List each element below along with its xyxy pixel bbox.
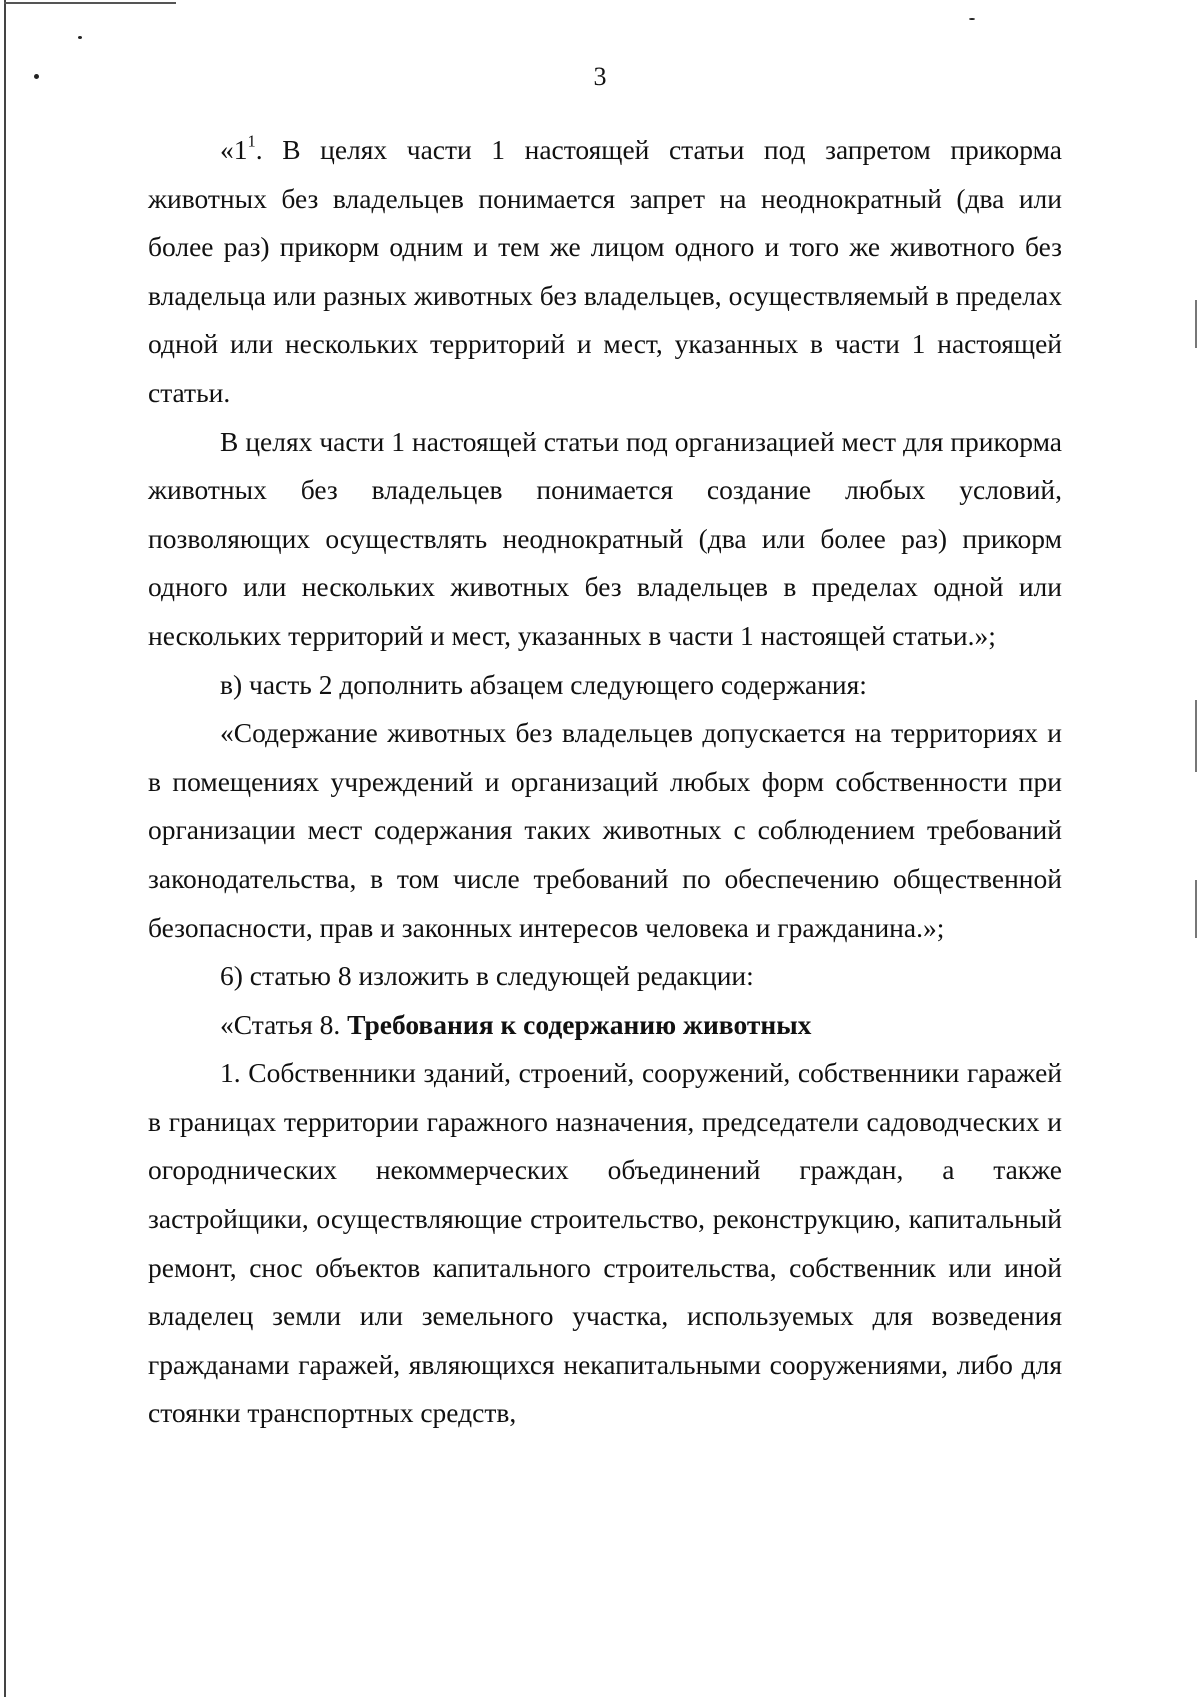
paragraph-owners-obligations: 1. Собственники зданий, строений, сооружений, собственники гаражей в границах территории гаражного назначения, председатели садоводческих и огороднических некоммерческих объединений граждан, а также застройщики, осуществляющие строительство, реконструкцию, капитальный ремонт, снос объектов капитального строительства, собственник или иной владелец земли или земельного участка, используемых для возведения гражданами гаражей, являющихся некапитальными сооружениями, либо для стоянки транспортных средств, [148, 1057, 1062, 1429]
article-8-heading [148, 1001, 1062, 1050]
article-number: «Статья 8. [220, 1008, 348, 1040]
document-body [148, 126, 1062, 1438]
paragraph-prikorm-definition [148, 126, 1062, 418]
superscript-marker: 1 [247, 131, 256, 151]
scan-speck [78, 36, 82, 39]
scan-speck [969, 18, 975, 20]
scan-edge-left [4, 0, 6, 1697]
article-title: Требования к содержанию животных [347, 1008, 812, 1040]
scan-edge-right-mark [1195, 880, 1197, 938]
paragraph-organization-definition: В целях части 1 настоящей статьи под организацией мест для прикорма животных без владельцев понимается создание любых условий, позволяющих осуществлять неоднократный (два или более раз) прикорм одного или нескольких животных без владельцев в пределах одной или нескольких территорий и мест, указанных в части 1 настоящей статьи.»; [148, 425, 1062, 651]
paragraph-amend-part-2: в) часть 2 дополнить абзацем следующего содержания: [220, 668, 867, 700]
paragraph-keeping-allowed: «Содержание животных без владельцев допускается на территориях и в помещениях учреждений и организаций любых форм собственности при организации мест содержания таких животных с соблюдением требований законодательства, в том числе требований по обеспечению общественной безопасности, прав и законных интересов человека и гражданина.»; [148, 717, 1062, 943]
scan-edge-right-mark [1195, 700, 1197, 772]
scan-edge-right-mark [1195, 300, 1197, 348]
scan-edge-top [4, 2, 176, 4]
paragraph-text: . В целях части 1 настоящей статьи под запретом прикорма животных без владельцев понимается запрет на неоднократный (два или более раз) прикорм одним и тем же лицом одного и того же животного без владельца или разных животных без владельцев, осуществляемый в пределах одной или нескольких территорий и мест, указанных в части 1 настоящей статьи. [148, 134, 1062, 408]
page-number: 3 [593, 62, 607, 91]
paragraph-opening: «1 [220, 134, 248, 165]
paragraph-amend-article-8: 6) статью 8 изложить в следующей редакции: [220, 960, 754, 992]
